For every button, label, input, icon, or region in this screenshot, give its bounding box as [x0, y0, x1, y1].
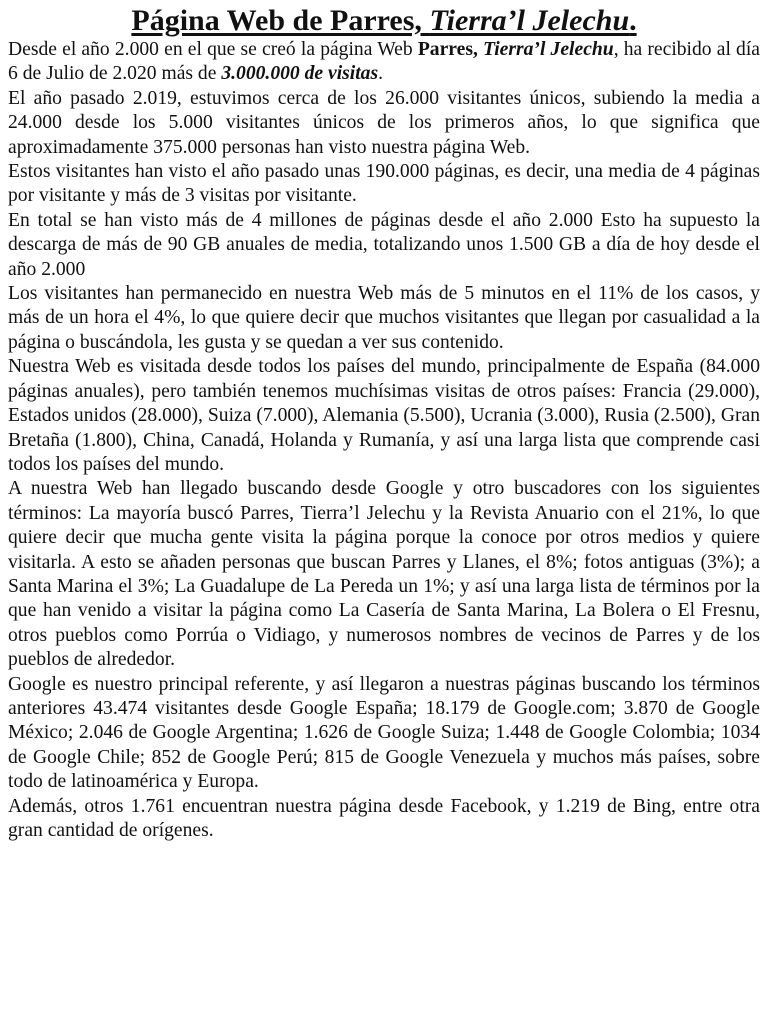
intro-text-3: . [378, 63, 383, 85]
visits-highlight: 3.000.000 de visitas [221, 63, 379, 85]
paragraph-total-downloads: En total se han visto más de 4 millones de páginas desde el año 2.000 Esto ha supuesto la descarga de más de 90 GB anuales de media, totalizando unos 1.500 GB a día de hoy desde el año 2.000 [8, 209, 760, 280]
paragraph-other-sources: Además, otros 1.761 encuentran nuestra página desde Facebook, y 1.219 de Bing, entre otra gran cantidad de orígenes. [8, 795, 760, 841]
intro-bold-text: Parres, [417, 39, 483, 60]
title-italic-text: Tierra’l Jelechu [429, 4, 630, 37]
paragraph-search-terms: A nuestra Web han llegado buscando desde Google y otro buscadores con los siguientes términos: La mayoría buscó Parres, Tierra’l Jelechu y la Revista Anuario con el 21%, lo que quiere decir que mucha gente visita la página porque la conoce por otros medios y quiere visitarla. A esto se añaden personas que buscan Parres y Llanes, el 8%; fotos antiguas (3%); a Santa Marina el 3%; La Guadalupe de La Pereda un 1%; y así una larga lista de términos por la que han venido a visitar la página como La Casería de Santa Marina, La Bolera o El Fresnu, otros pueblos como Porrúa o Vidiago, y numerosos nombres de vecinos de Parres y de los pueblos de alrededor. [8, 478, 760, 671]
paragraph-time-on-site: Los visitantes han permanecido en nuestra Web más de 5 minutos en el 11% de los casos, y más de un hora el 4%, lo que quiere decir que muchos visitantes que llegan por casualidad a la página o buscándola, les gusta y se quedan a ver sus contenido. [8, 283, 760, 353]
title-text: Página Web de Parres, [131, 4, 430, 37]
paragraph-countries: Nuestra Web es visitada desde todos los países del mundo, principalmente de España (84.000 páginas anuales), pero también tenemos muchísimas visitas de otros países: Francia (29.000), Estados unidos (28.000), Suiza (7.000), Alemania (5.500), Ucrania (3.000), Rusia (2.500), Gran Bretaña (1.800), China, Canadá, Holanda y Rumanía, y así una larga lista que comprende casi todos los países del mundo. [8, 356, 760, 475]
paragraph-unique-visitors: El año pasado 2.019, estuvimos cerca de los 26.000 visitantes únicos, subiendo la media a 24.000 desde los 5.000 visitantes únicos de los primeros años, lo que significa que aproximadamente 375.000 personas han visto nuestra página Web. [8, 87, 760, 158]
intro-bold-italic-text: Tierra’l Jelechu [483, 39, 614, 60]
paragraph-pages-viewed: Estos visitantes han visto el año pasado unas 190.000 páginas, es decir, una media de 4 páginas por visitante y más de 3 visitas por visitante. [8, 161, 760, 207]
paragraph-google-referrers: Google es nuestro principal referente, y así llegaron a nuestras páginas buscando los términos anteriores 43.474 visitantes desde Google España; 18.179 de Google.com; 3.870 de Google México; 2.046 de Google Argentina; 1.626 de Google Suiza; 1.448 de Google Colombia; 1034 de Google Chile; 852 de Google Perú; 815 de Google Venezuela y muchos más países, sobre todo de latinoamérica y Europa. [8, 673, 760, 793]
paragraph-intro [8, 38, 760, 87]
page-title [8, 4, 760, 38]
title-period: . [629, 4, 637, 37]
intro-text-2: , ha recibido al día 6 de Julio de 2.020 más de [8, 39, 760, 85]
intro-text-1: Desde el año 2.000 en el que se creó la página Web [8, 39, 418, 60]
